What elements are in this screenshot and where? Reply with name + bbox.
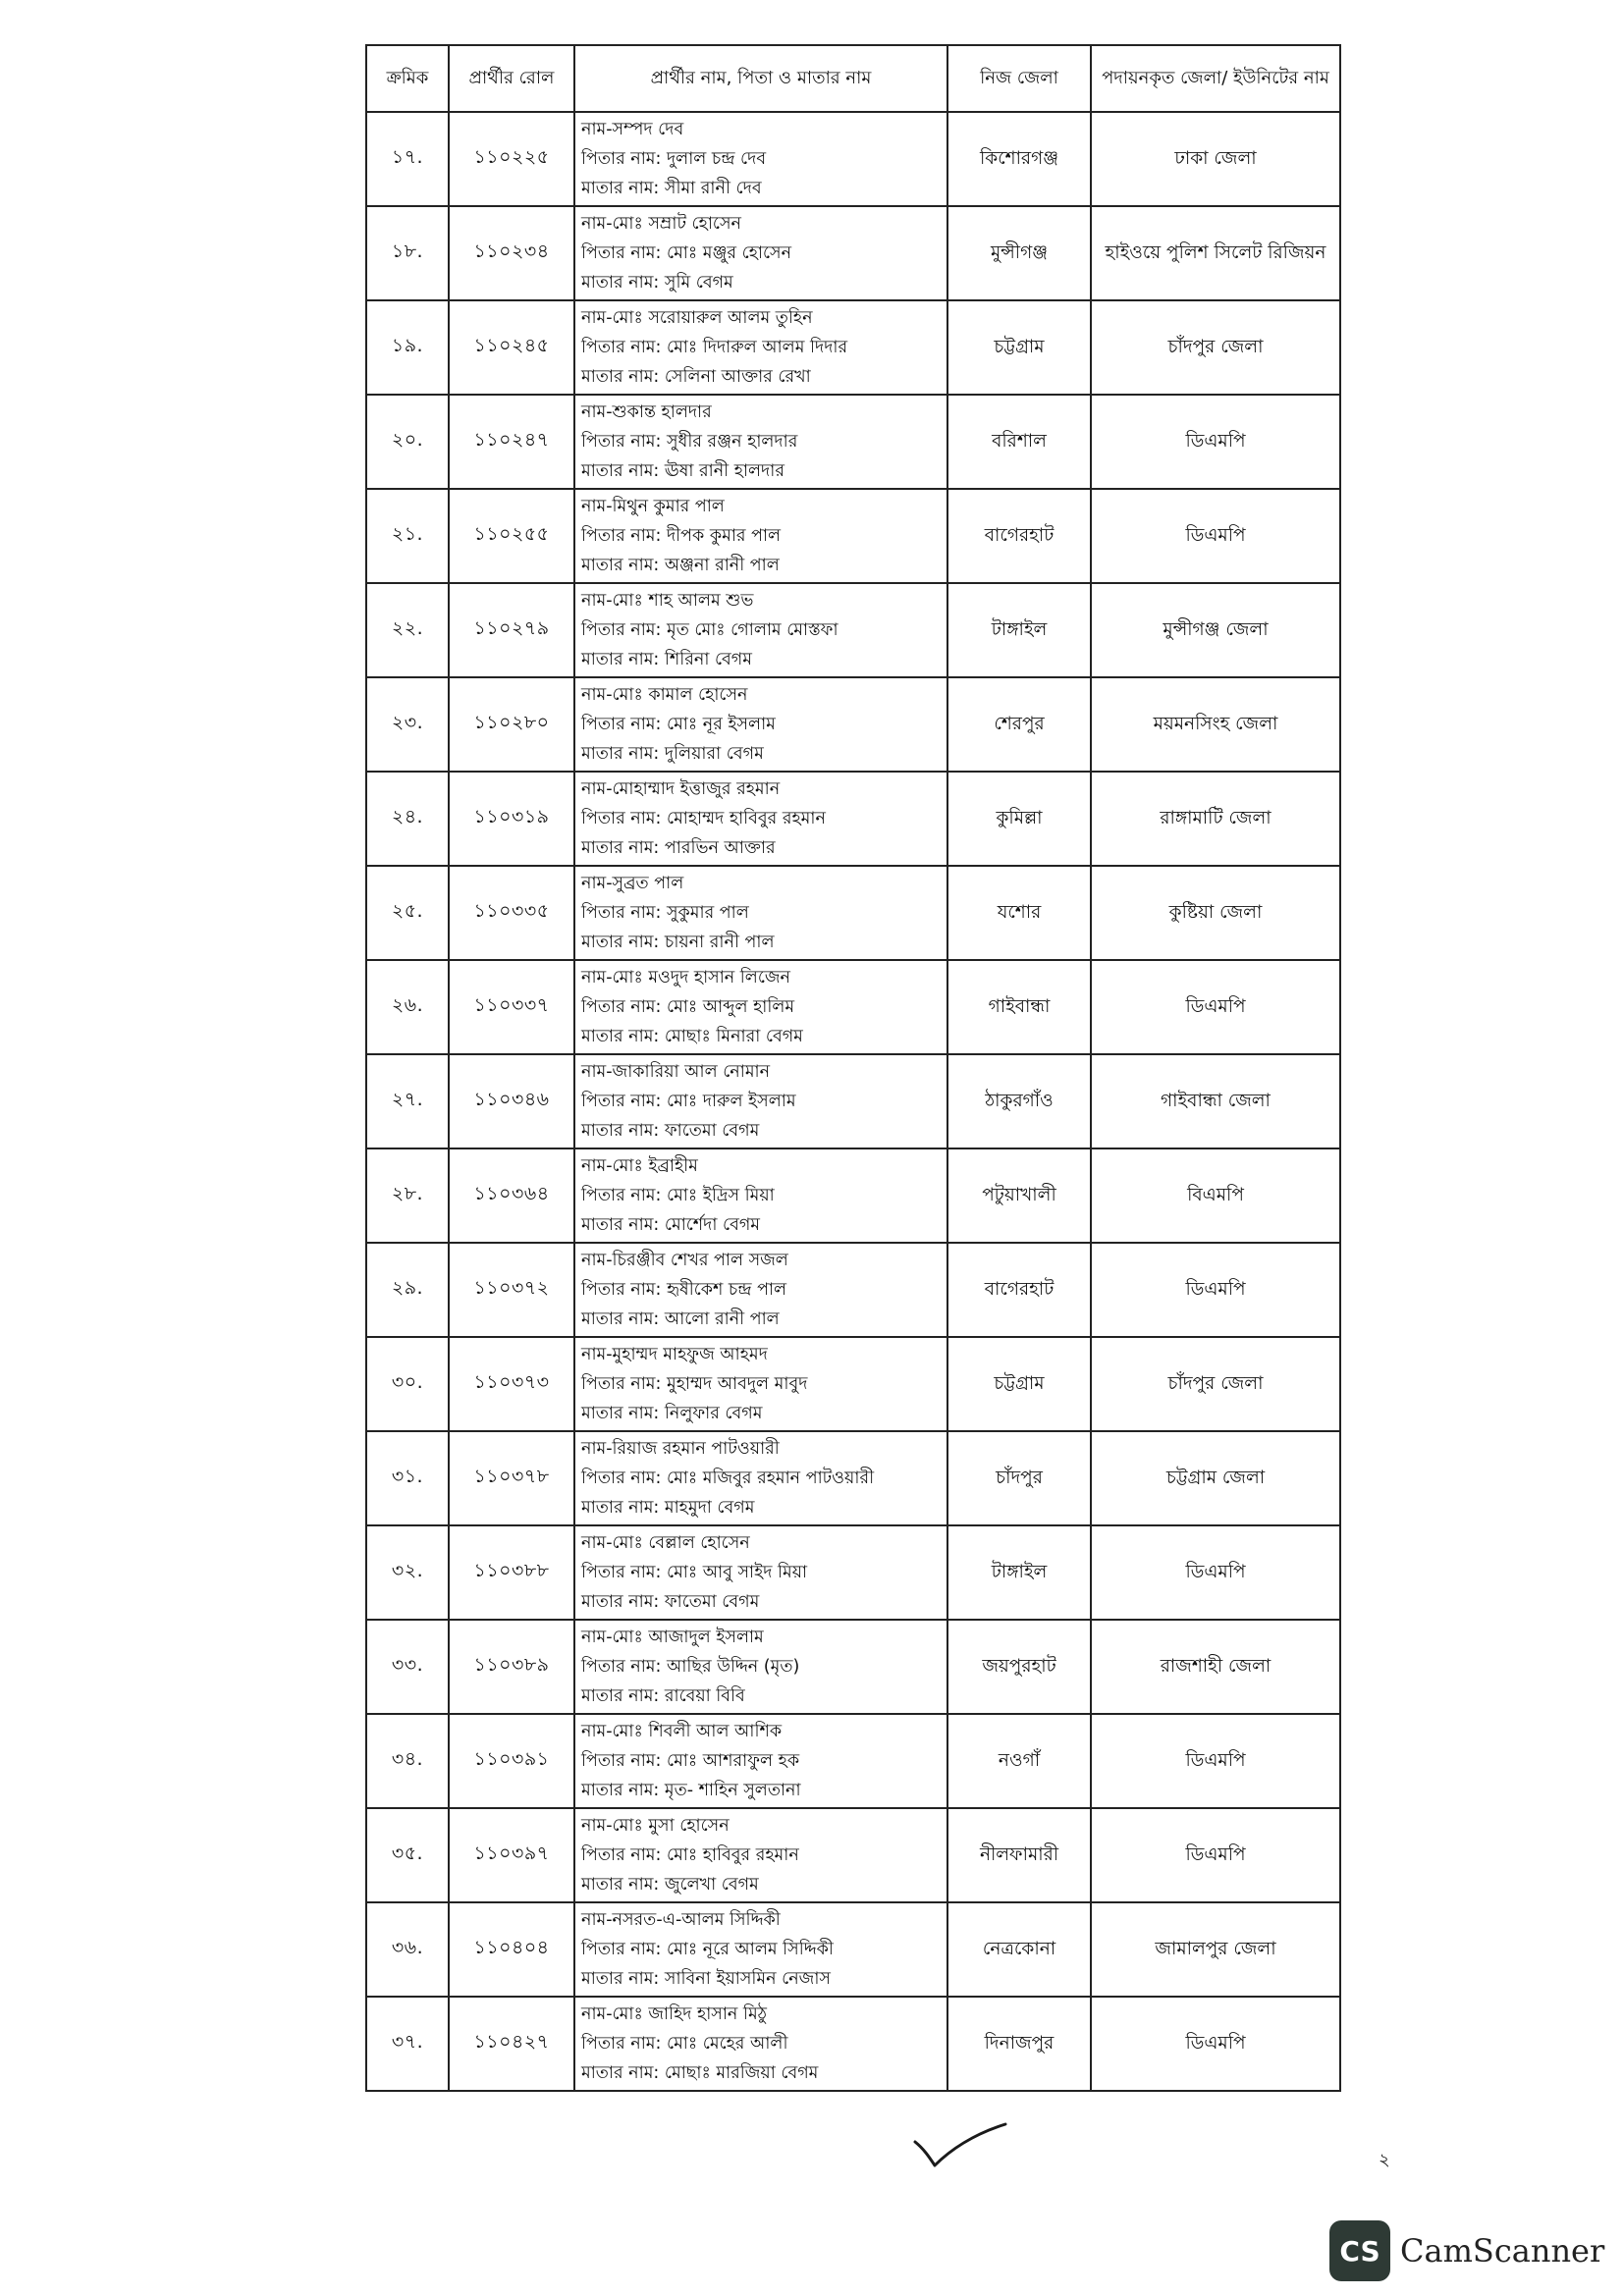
serial-cell: ২৫. (366, 866, 449, 960)
father-name: পিতার নাম: মোহাম্মদ হাবিবুর রহমান (581, 809, 826, 828)
candidate-name: নাম-জাকারিয়া আল নোমান (581, 1062, 771, 1082)
mother-name: মাতার নাম: রাবেয়া বিবি (581, 1686, 745, 1706)
serial-cell: ২৮. (366, 1148, 449, 1243)
mother-name: মাতার নাম: মোছাঃ মিনারা বেগম (581, 1027, 803, 1046)
roll-cell: ১১০২৭৯ (449, 583, 574, 677)
serial-cell: ৩০. (366, 1337, 449, 1431)
mother-name: মাতার নাম: সীমা রানী দেব (581, 179, 762, 198)
mother-name: মাতার নাম: দুলিয়ারা বেগম (581, 744, 764, 764)
table-row (366, 583, 1340, 677)
header-names: প্রার্থীর নাম, পিতা ও মাতার নাম (574, 45, 947, 112)
candidate-name: নাম-মোঃ ইব্রাহীম (581, 1156, 698, 1176)
serial-cell: ২৪. (366, 772, 449, 866)
table-row (366, 112, 1340, 206)
header-roll: প্রার্থীর রোল (449, 45, 574, 112)
table-row (366, 1054, 1340, 1148)
home-district-cell: যশোর (947, 866, 1091, 960)
posted-unit-cell: চট্টগ্রাম জেলা (1091, 1431, 1340, 1525)
roll-cell: ১১০৩৪৬ (449, 1054, 574, 1148)
table-row (366, 1714, 1340, 1808)
names-cell (574, 1620, 947, 1714)
roll-cell: ১১০৪০৪ (449, 1902, 574, 1997)
posted-unit-cell: জামালপুর জেলা (1091, 1902, 1340, 1997)
names-cell (574, 1714, 947, 1808)
posted-unit-cell: কুষ্টিয়া জেলা (1091, 866, 1340, 960)
home-district-cell: মুন্সীগঞ্জ (947, 206, 1091, 300)
table-row (366, 1902, 1340, 1997)
home-district-cell: চাঁদপুর (947, 1431, 1091, 1525)
table-row (366, 1997, 1340, 2091)
roll-cell: ১১০৩৬৪ (449, 1148, 574, 1243)
father-name: পিতার নাম: মৃত মোঃ গোলাম মোস্তফা (581, 620, 839, 640)
mother-name: মাতার নাম: সাবিনা ইয়াসমিন নেজাস (581, 1969, 831, 1989)
roll-cell: ১১০৩৩৫ (449, 866, 574, 960)
home-district-cell: টাঙ্গাইল (947, 583, 1091, 677)
table-row (366, 772, 1340, 866)
candidate-name: নাম-শুকান্ত হালদার (581, 402, 712, 422)
posted-unit-cell: হাইওয়ে পুলিশ সিলেট রিজিয়ন (1091, 206, 1340, 300)
posted-unit-cell: ডিএমপি (1091, 395, 1340, 489)
posted-unit-cell: মুন্সীগঞ্জ জেলা (1091, 583, 1340, 677)
roll-cell: ১১০২২৫ (449, 112, 574, 206)
camscanner-brand-text: CamScanner (1400, 2232, 1605, 2269)
mother-name: মাতার নাম: মাহমুদা বেগম (581, 1498, 755, 1518)
posted-unit-cell: ডিএমপি (1091, 1525, 1340, 1620)
mother-name: মাতার নাম: মোছাঃ মারজিয়া বেগম (581, 2063, 819, 2083)
posted-unit-cell: গাইবান্ধা জেলা (1091, 1054, 1340, 1148)
serial-cell: ১৯. (366, 300, 449, 395)
checkmark-icon (911, 2120, 1009, 2169)
names-cell (574, 1525, 947, 1620)
posted-unit-cell: ডিএমপি (1091, 1714, 1340, 1808)
candidate-name: নাম-মোঃ মুসা হোসেন (581, 1816, 730, 1836)
home-district-cell: দিনাজপুর (947, 1997, 1091, 2091)
father-name: পিতার নাম: মোঃ মজিবুর রহমান পাটওয়ারী (581, 1468, 875, 1488)
mother-name: মাতার নাম: পারভিন আক্তার (581, 838, 776, 858)
mother-name: মাতার নাম: ফাতেমা বেগম (581, 1592, 760, 1612)
roll-cell: ১১০৩৮৮ (449, 1525, 574, 1620)
candidate-name: নাম-সুব্রত পাল (581, 874, 684, 893)
candidate-table (365, 44, 1341, 2092)
posted-unit-cell: ডিএমপি (1091, 1997, 1340, 2091)
home-district-cell: কুমিল্লা (947, 772, 1091, 866)
serial-cell: ৩৬. (366, 1902, 449, 1997)
candidate-name: নাম-মোঃ মওদুদ হাসান লিজেন (581, 968, 790, 988)
father-name: পিতার নাম: মোঃ মঞ্জুর হোসেন (581, 243, 792, 263)
table-row (366, 300, 1340, 395)
father-name: পিতার নাম: মোঃ ইদ্রিস মিয়া (581, 1186, 775, 1205)
roll-cell: ১১০৩১৯ (449, 772, 574, 866)
home-district-cell: পটুয়াখালী (947, 1148, 1091, 1243)
posted-unit-cell: রাঙ্গামাটি জেলা (1091, 772, 1340, 866)
serial-cell: ২৩. (366, 677, 449, 772)
mother-name: মাতার নাম: চায়না রানী পাল (581, 933, 775, 952)
posted-unit-cell: রাজশাহী জেলা (1091, 1620, 1340, 1714)
home-district-cell: নেত্রকোনা (947, 1902, 1091, 1997)
names-cell (574, 1243, 947, 1337)
father-name: পিতার নাম: দুলাল চন্দ্র দেব (581, 149, 767, 169)
roll-cell: ১১০২৪৭ (449, 395, 574, 489)
roll-cell: ১১০৩৩৭ (449, 960, 574, 1054)
father-name: পিতার নাম: মোঃ দিদারুল আলম দিদার (581, 338, 848, 357)
mother-name: মাতার নাম: ঊষা রানী হালদার (581, 461, 784, 481)
serial-cell: ৩২. (366, 1525, 449, 1620)
table-row (366, 677, 1340, 772)
page-number: ২ (1379, 2150, 1390, 2170)
mother-name: মাতার নাম: সেলিনা আক্তার রেখা (581, 367, 811, 387)
names-cell (574, 1902, 947, 1997)
home-district-cell: টাঙ্গাইল (947, 1525, 1091, 1620)
roll-cell: ১১০৪২৭ (449, 1997, 574, 2091)
serial-cell: ২২. (366, 583, 449, 677)
names-cell (574, 772, 947, 866)
names-cell (574, 1431, 947, 1525)
roll-cell: ১১০২৪৫ (449, 300, 574, 395)
table-row (366, 1148, 1340, 1243)
table-row (366, 1620, 1340, 1714)
candidate-name: নাম-মোঃ কামাল হোসেন (581, 685, 748, 705)
candidate-name: নাম-মোঃ জাহিদ হাসান মিঠু (581, 2004, 768, 2024)
roll-cell: ১১০৩৭২ (449, 1243, 574, 1337)
candidate-name: নাম-মুহাম্মদ মাহফুজ আহমদ (581, 1345, 768, 1364)
table-body (366, 112, 1340, 2091)
candidate-name: নাম-নসরত-এ-আলম সিদ্দিকী (581, 1910, 781, 1930)
posted-unit-cell: ডিএমপি (1091, 960, 1340, 1054)
names-cell (574, 300, 947, 395)
serial-cell: ২৯. (366, 1243, 449, 1337)
roll-cell: ১১০৩৯১ (449, 1714, 574, 1808)
serial-cell: ২১. (366, 489, 449, 583)
names-cell (574, 1148, 947, 1243)
father-name: পিতার নাম: সুকুমার পাল (581, 903, 749, 923)
header-home-district: নিজ জেলা (947, 45, 1091, 112)
father-name: পিতার নাম: মোঃ আব্দুল হালিম (581, 997, 795, 1017)
mother-name: মাতার নাম: আলো রানী পাল (581, 1309, 780, 1329)
header-posted-unit: পদায়নকৃত জেলা/ ইউনিটের নাম (1091, 45, 1340, 112)
roll-cell: ১১০২৩৪ (449, 206, 574, 300)
father-name: পিতার নাম: মোঃ হাবিবুর রহমান (581, 1845, 799, 1865)
table-header (366, 45, 1340, 112)
names-cell (574, 112, 947, 206)
serial-cell: ৩১. (366, 1431, 449, 1525)
father-name: পিতার নাম: মোঃ দারুল ইসলাম (581, 1092, 796, 1111)
candidate-name: নাম-রিয়াজ রহমান পাটওয়ারী (581, 1439, 780, 1459)
home-district-cell: নওগাঁ (947, 1714, 1091, 1808)
table-row (366, 489, 1340, 583)
home-district-cell: শেরপুর (947, 677, 1091, 772)
posted-unit-cell: ময়মনসিংহ জেলা (1091, 677, 1340, 772)
candidate-name: নাম-মোঃ শাহ আলম শুভ (581, 591, 754, 611)
home-district-cell: গাইবান্ধা (947, 960, 1091, 1054)
header-row (366, 45, 1340, 112)
home-district-cell: নীলফামারী (947, 1808, 1091, 1902)
names-cell (574, 960, 947, 1054)
serial-cell: ৩৪. (366, 1714, 449, 1808)
candidate-name: নাম-মোঃ সরোয়ারুল আলম তুহিন (581, 308, 813, 328)
serial-cell: ৩৫. (366, 1808, 449, 1902)
names-cell (574, 1808, 947, 1902)
table-row (366, 1243, 1340, 1337)
home-district-cell: জয়পুরহাট (947, 1620, 1091, 1714)
father-name: পিতার নাম: মোঃ মেহের আলী (581, 2034, 788, 2054)
camscanner-watermark (1329, 2220, 1604, 2281)
candidate-name: নাম-সম্পদ দেব (581, 120, 684, 139)
serial-cell: ১৭. (366, 112, 449, 206)
candidate-name: নাম-মোঃ আজাদুল ইসলাম (581, 1628, 764, 1647)
table-row (366, 960, 1340, 1054)
names-cell (574, 677, 947, 772)
table-row (366, 395, 1340, 489)
home-district-cell: বরিশাল (947, 395, 1091, 489)
table-row (366, 206, 1340, 300)
home-district-cell: বাগেরহাট (947, 1243, 1091, 1337)
mother-name: মাতার নাম: অঞ্জনা রানী পাল (581, 556, 780, 575)
camscanner-logo-icon: CS (1329, 2220, 1390, 2281)
names-cell (574, 489, 947, 583)
mother-name: মাতার নাম: শিরিনা বেগম (581, 650, 752, 669)
roll-cell: ১১০২৮০ (449, 677, 574, 772)
table-row (366, 1525, 1340, 1620)
names-cell (574, 583, 947, 677)
roll-cell: ১১০৩৭৩ (449, 1337, 574, 1431)
names-cell (574, 866, 947, 960)
names-cell (574, 206, 947, 300)
table-row (366, 1337, 1340, 1431)
mother-name: মাতার নাম: ফাতেমা বেগম (581, 1121, 760, 1141)
posted-unit-cell: চাঁদপুর জেলা (1091, 1337, 1340, 1431)
mother-name: মাতার নাম: জুলেখা বেগম (581, 1875, 759, 1895)
father-name: পিতার নাম: মোঃ আশরাফুল হক (581, 1751, 800, 1771)
table-row (366, 1808, 1340, 1902)
roll-cell: ১১০২৫৫ (449, 489, 574, 583)
father-name: পিতার নাম: মুহাম্মদ আবদুল মাবুদ (581, 1374, 808, 1394)
names-cell (574, 1054, 947, 1148)
father-name: পিতার নাম: সুধীর রঞ্জন হালদার (581, 432, 798, 452)
header-serial: ক্রমিক (366, 45, 449, 112)
posted-unit-cell: চাঁদপুর জেলা (1091, 300, 1340, 395)
candidate-name: নাম-মোঃ সম্রাট হোসেন (581, 214, 741, 234)
home-district-cell: চট্টগ্রাম (947, 300, 1091, 395)
names-cell (574, 1337, 947, 1431)
mother-name: মাতার নাম: মৃত- শাহিন সুলতানা (581, 1781, 801, 1800)
father-name: পিতার নাম: মোঃ নূরে আলম সিদ্দিকী (581, 1940, 834, 1959)
home-district-cell: ঠাকুরগাঁও (947, 1054, 1091, 1148)
candidate-name: নাম-চিরঞ্জীব শেখর পাল সজল (581, 1251, 788, 1270)
mother-name: মাতার নাম: নিলুফার বেগম (581, 1404, 763, 1423)
serial-cell: ৩৩. (366, 1620, 449, 1714)
posted-unit-cell: ঢাকা জেলা (1091, 112, 1340, 206)
serial-cell: ১৮. (366, 206, 449, 300)
mother-name: মাতার নাম: মোর্শেদা বেগম (581, 1215, 761, 1235)
posted-unit-cell: বিএমপি (1091, 1148, 1340, 1243)
table-row (366, 1431, 1340, 1525)
candidate-name: নাম-মোঃ শিবলী আল আশিক (581, 1722, 783, 1741)
candidate-name: নাম-মোহাম্মাদ ইত্তাজুর রহমান (581, 779, 781, 799)
posted-unit-cell: ডিএমপি (1091, 1808, 1340, 1902)
home-district-cell: বাগেরহাট (947, 489, 1091, 583)
serial-cell: ২৬. (366, 960, 449, 1054)
posted-unit-cell: ডিএমপি (1091, 1243, 1340, 1337)
roll-cell: ১১০৩৭৮ (449, 1431, 574, 1525)
father-name: পিতার নাম: মোঃ আবু সাইদ মিয়া (581, 1563, 808, 1582)
names-cell (574, 395, 947, 489)
candidate-name: নাম-মোঃ বেল্লাল হোসেন (581, 1533, 750, 1553)
father-name: পিতার নাম: হৃষীকেশ চন্দ্র পাল (581, 1280, 787, 1300)
father-name: পিতার নাম: আছির উদ্দিন (মৃত) (581, 1657, 800, 1677)
mother-name: মাতার নাম: সুমি বেগম (581, 273, 733, 293)
table-row (366, 866, 1340, 960)
posted-unit-cell: ডিএমপি (1091, 489, 1340, 583)
candidate-name: নাম-মিথুন কুমার পাল (581, 497, 725, 516)
serial-cell: ৩৭. (366, 1997, 449, 2091)
father-name: পিতার নাম: মোঃ নূর ইসলাম (581, 715, 776, 734)
roll-cell: ১১০৩৯৭ (449, 1808, 574, 1902)
names-cell (574, 1997, 947, 2091)
serial-cell: ২৭. (366, 1054, 449, 1148)
serial-cell: ২০. (366, 395, 449, 489)
father-name: পিতার নাম: দীপক কুমার পাল (581, 526, 782, 546)
roll-cell: ১১০৩৮৯ (449, 1620, 574, 1714)
home-district-cell: চট্টগ্রাম (947, 1337, 1091, 1431)
home-district-cell: কিশোরগঞ্জ (947, 112, 1091, 206)
